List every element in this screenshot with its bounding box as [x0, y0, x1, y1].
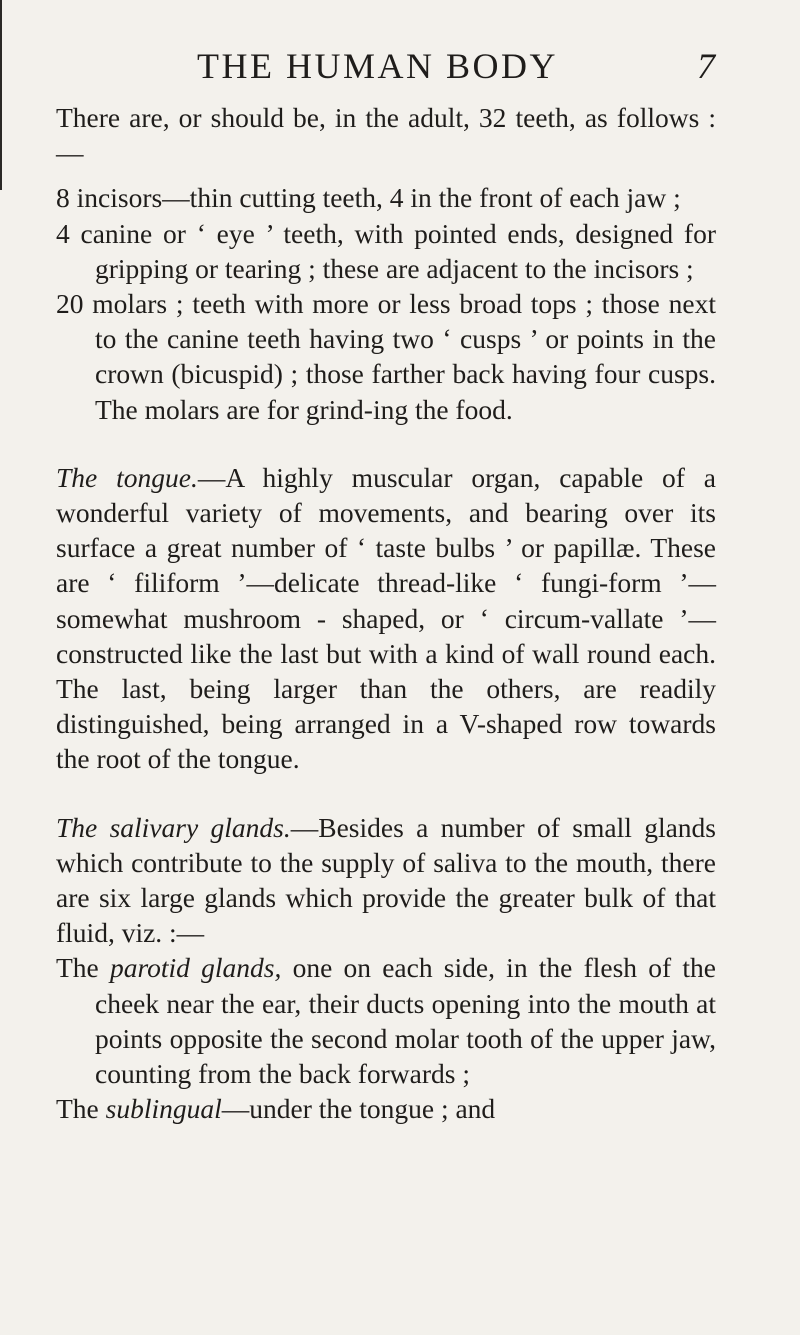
tongue-text: —A highly muscular organ, capable of a wonderful variety of movements, and bearing over its surface a great number of ‘ taste bulbs ’ or papillæ. These are ‘ filiform ’—delicate thread-like ‘ fungi-form ’—somewhat mushroom - shaped, or ‘ circum-vallate ’—constructed like the last but with a kind of wall round each. The last, being larger than the others, are readily distinguished, being arranged in a V-shaped row towards the root of the tongue. [56, 461, 716, 775]
page-number: 7 [697, 46, 715, 86]
page-edge-shadow [0, 0, 2, 190]
tongue-heading: The tongue. [56, 461, 198, 493]
salivary-paragraph [56, 810, 716, 951]
sublingual-text: —under the tongue ; and [221, 1093, 496, 1125]
parotid-lead: The [56, 952, 110, 984]
intro-paragraph: There are, or should be, in the adult, 32 teeth, as follows :— [56, 102, 716, 169]
sublingual-paragraph [56, 1091, 716, 1126]
parotid-term: parotid glands, [109, 952, 282, 984]
parotid-text: one on each side, in the flesh of the cheek near the ear, their ducts opening into the mouth at points opposite the second molar tooth of the upper jaw, counting from the back forwards ; [95, 952, 716, 1090]
salivary-text: —Besides a number of small glands which contribute to the supply of saliva to the mouth, there are six large glands which provide the greater bulk of that fluid, viz. :— [56, 811, 716, 949]
teeth-list-item-canine: 4 canine or ‘ eye ’ teeth, with pointed ends, designed for gripping or tearing ; these are adjacent to the incisors ; [56, 217, 716, 284]
teeth-list-item-molars: 20 molars ; teeth with more or less broad tops ; those next to the canine teeth having two ‘ cusps ’ or points in the crown (bicuspid) ; those farther back having four cusps. The molars are for grind-ing the food. [56, 288, 716, 425]
running-title: THE HUMAN BODY [197, 46, 558, 86]
sublingual-lead: The [56, 1093, 106, 1125]
salivary-heading: The salivary glands. [56, 811, 291, 843]
body-text [56, 100, 716, 1126]
tongue-paragraph [56, 460, 716, 777]
parotid-paragraph [56, 950, 716, 1091]
running-head [0, 44, 800, 88]
teeth-list-item-incisors: 8 incisors—thin cutting teeth, 4 in the front of each jaw ; [56, 182, 681, 214]
sublingual-term: sublingual [105, 1093, 222, 1125]
